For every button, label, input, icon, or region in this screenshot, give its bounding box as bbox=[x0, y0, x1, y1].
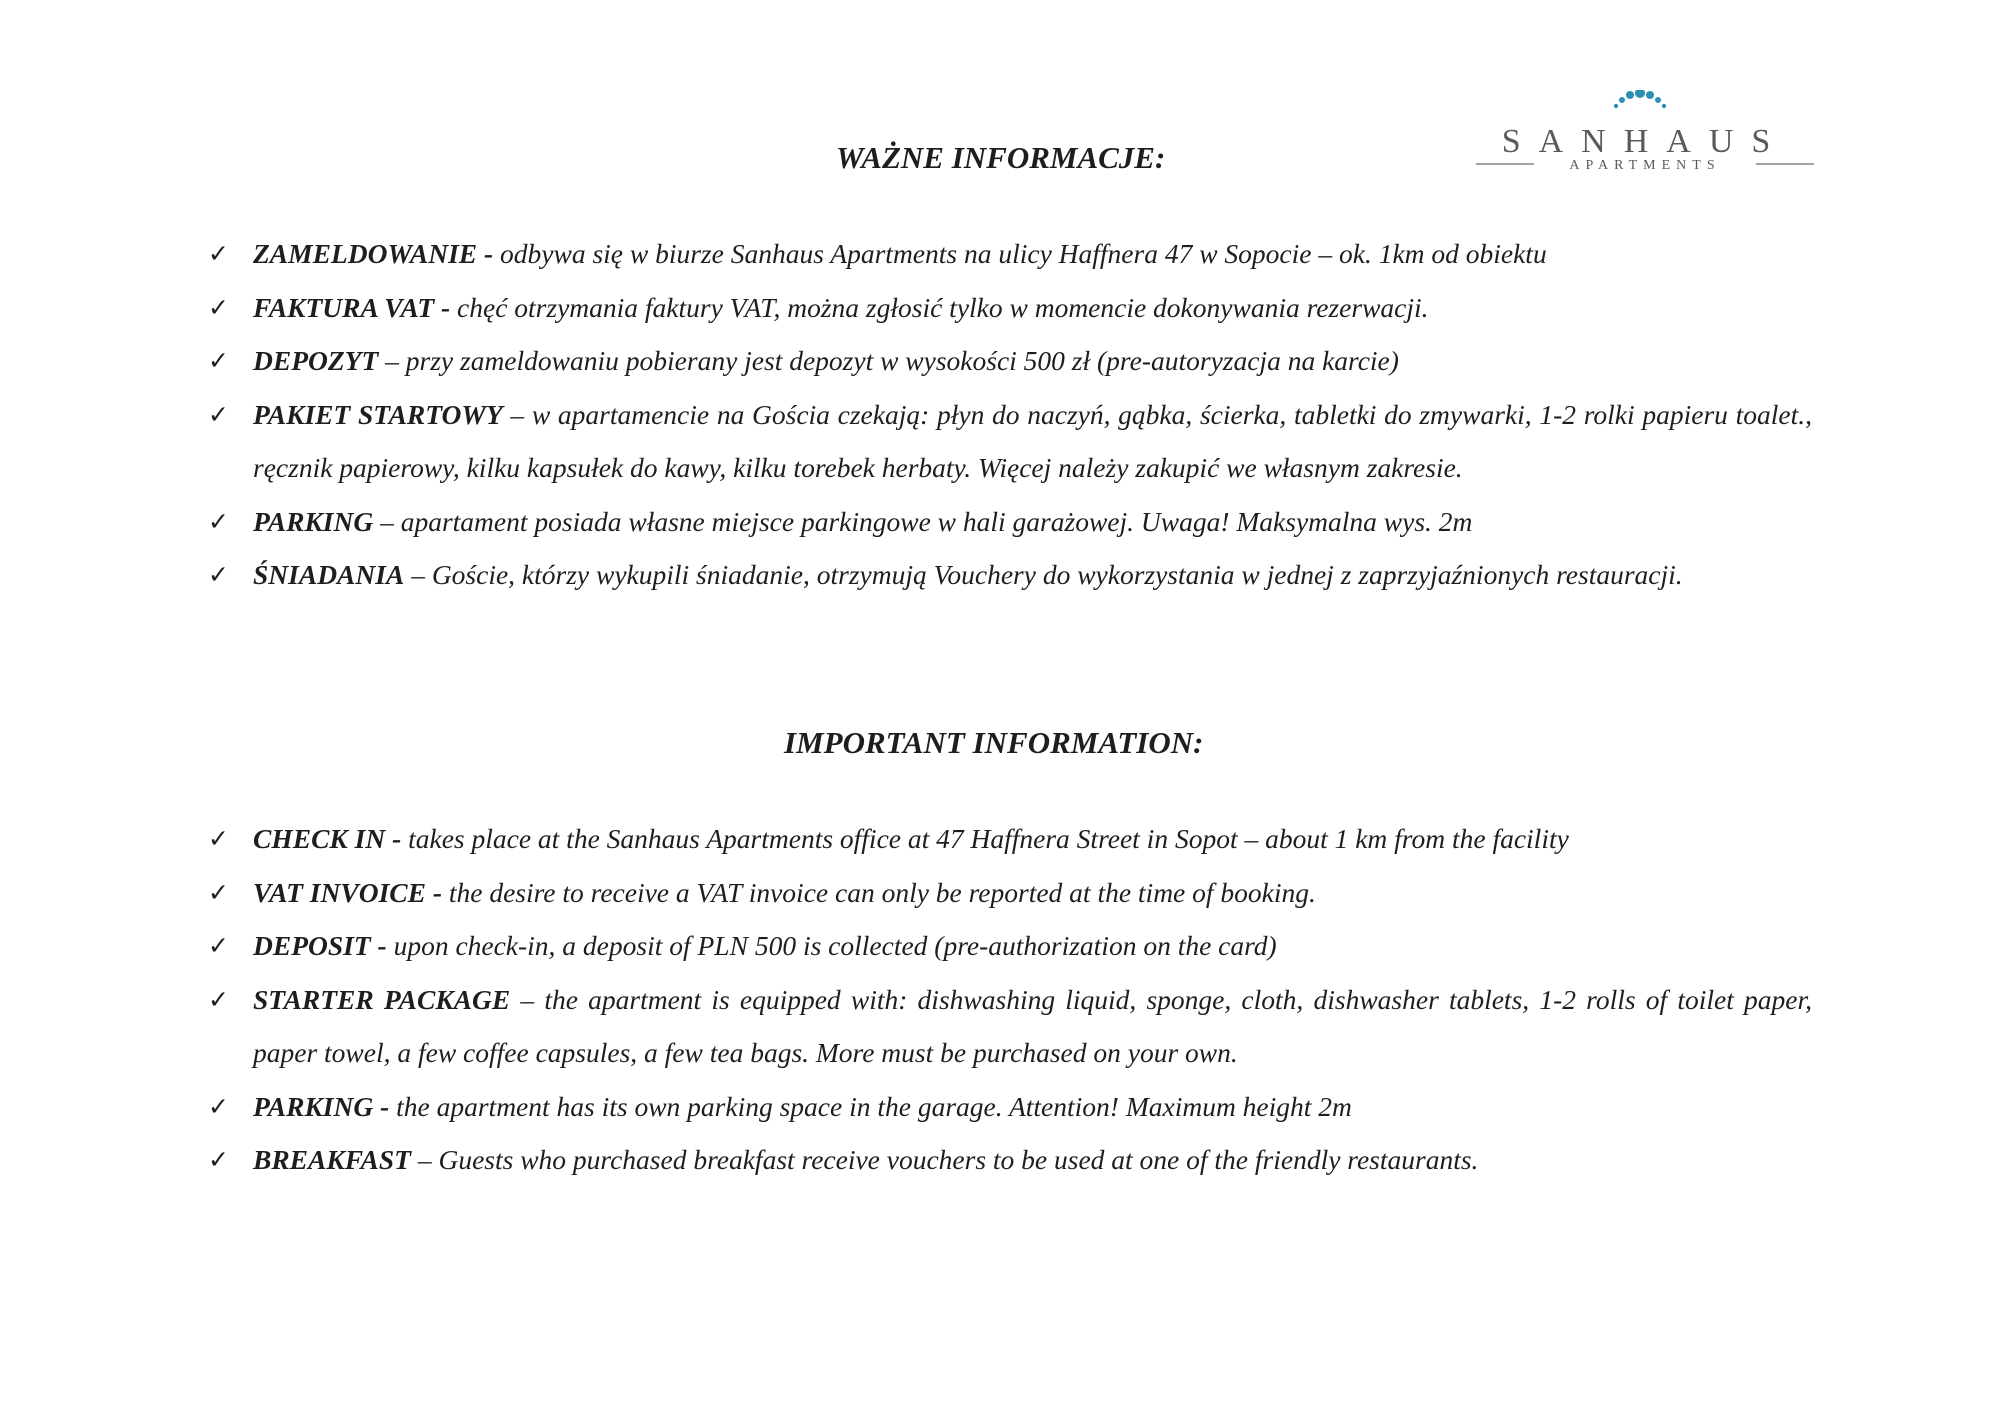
item-key: CHECK IN - bbox=[253, 823, 402, 854]
list-item-starter-pl bbox=[208, 388, 1812, 495]
list-item-checkin-pl bbox=[208, 227, 1812, 281]
item-text: the desire to receive a VAT invoice can only be reported at the time of booking. bbox=[441, 876, 1316, 908]
item-text: – Goście, którzy wykupili śniadanie, otrzymują Vouchery do wykorzystania w jednej z zaprzyjaźnionych restauracji. bbox=[404, 559, 1683, 590]
item-text: odbywa się w biurze Sanhaus Apartments na ulicy Haffnera 47 w Sopocie – ok. 1km od obiektu bbox=[493, 238, 1547, 269]
item-text: takes place at the Sanhaus Apartments office at 47 Haffnera Street in Sopot – about 1 km from the facility bbox=[401, 823, 1569, 854]
list-item-checkin-en bbox=[208, 812, 1812, 866]
item-text: – Guests who purchased breakfast receive vouchers to be used at one of the friendly restaurants. bbox=[410, 1144, 1479, 1175]
item-key: VAT INVOICE - bbox=[253, 876, 442, 908]
checkmark-icon: ✓ bbox=[208, 239, 229, 268]
list-item-vat-pl bbox=[208, 281, 1812, 335]
list-item-parking-en bbox=[208, 1080, 1812, 1134]
info-list-polish bbox=[208, 227, 1812, 602]
checkmark-icon: ✓ bbox=[208, 1145, 229, 1174]
info-list-english bbox=[208, 812, 1812, 1187]
list-item-parking-pl bbox=[208, 495, 1812, 549]
checkmark-icon: ✓ bbox=[208, 560, 229, 589]
heading-english: IMPORTANT INFORMATION: bbox=[784, 725, 1204, 760]
item-key: PARKING - bbox=[253, 1090, 390, 1122]
checkmark-icon: ✓ bbox=[208, 346, 229, 375]
checkmark-icon: ✓ bbox=[208, 931, 229, 960]
list-item-starter-en bbox=[208, 973, 1812, 1080]
item-key: PARKING bbox=[253, 505, 374, 537]
item-text: – the apartment is equipped with: dishwashing liquid, sponge, cloth, dishwasher tablets, 1-2 rolls of toilet paper, paper towel, a few coffee capsules, a few tea bags. More must be purchased on your own. bbox=[253, 983, 1812, 1068]
sanhaus-logo bbox=[1474, 90, 1816, 190]
item-key: FAKTURA VAT - bbox=[253, 291, 451, 323]
checkmark-icon: ✓ bbox=[208, 824, 229, 853]
item-key: ZAMELDOWANIE - bbox=[253, 238, 494, 269]
checkmark-icon: ✓ bbox=[208, 292, 229, 322]
list-item-deposit-pl bbox=[208, 334, 1812, 388]
item-key: STARTER PACKAGE bbox=[253, 983, 511, 1015]
item-text: – w apartamencie na Gościa czekają: płyn do naczyń, gąbka, ścierka, tabletki do zmywarki, 1-2 rolki papieru toalet., ręcznik papierowy, kilku kapsułek do kawy, kilku torebek herbaty. Więcej należy zakupić we własnym zakresie. bbox=[253, 398, 1812, 483]
checkmark-icon: ✓ bbox=[208, 399, 229, 429]
item-text: upon check-in, a deposit of PLN 500 is collected (pre-authorization on the card) bbox=[386, 930, 1277, 961]
item-key: PAKIET STARTOWY bbox=[253, 398, 503, 430]
item-key: BREAKFAST bbox=[253, 1144, 411, 1175]
list-item-deposit-en bbox=[208, 919, 1812, 973]
checkmark-icon: ✓ bbox=[208, 1091, 229, 1121]
item-text: the apartment has its own parking space in the garage. Attention! Maximum height 2m bbox=[389, 1090, 1352, 1122]
item-text: – apartament posiada własne miejsce parkingowe w hali garażowej. Uwaga! Maksymalna wys. 2m bbox=[373, 505, 1473, 537]
heading-polish: WAŻNE INFORMACJE: bbox=[836, 140, 1166, 175]
item-key: DEPOSIT - bbox=[253, 930, 387, 961]
list-item-breakfast-en bbox=[208, 1133, 1812, 1187]
checkmark-icon: ✓ bbox=[208, 877, 229, 907]
logo-subtext: APARTMENTS bbox=[1569, 158, 1721, 173]
item-key: DEPOZYT bbox=[253, 345, 379, 376]
item-text: – przy zameldowaniu pobierany jest depozyt w wysokości 500 zł (pre-autoryzacja na karcie) bbox=[378, 345, 1399, 376]
list-item-breakfast-pl bbox=[208, 548, 1812, 602]
sanhaus-logo-graphic bbox=[1474, 90, 1816, 190]
checkmark-icon: ✓ bbox=[208, 984, 229, 1014]
logo-text: SANHAUS bbox=[1501, 123, 1789, 160]
item-key: ŚNIADANIA bbox=[253, 559, 405, 590]
checkmark-icon: ✓ bbox=[208, 506, 229, 536]
list-item-vat-en bbox=[208, 866, 1812, 920]
item-text: chęć otrzymania faktury VAT, można zgłosić tylko w momencie dokonywania rezerwacji. bbox=[450, 291, 1429, 323]
